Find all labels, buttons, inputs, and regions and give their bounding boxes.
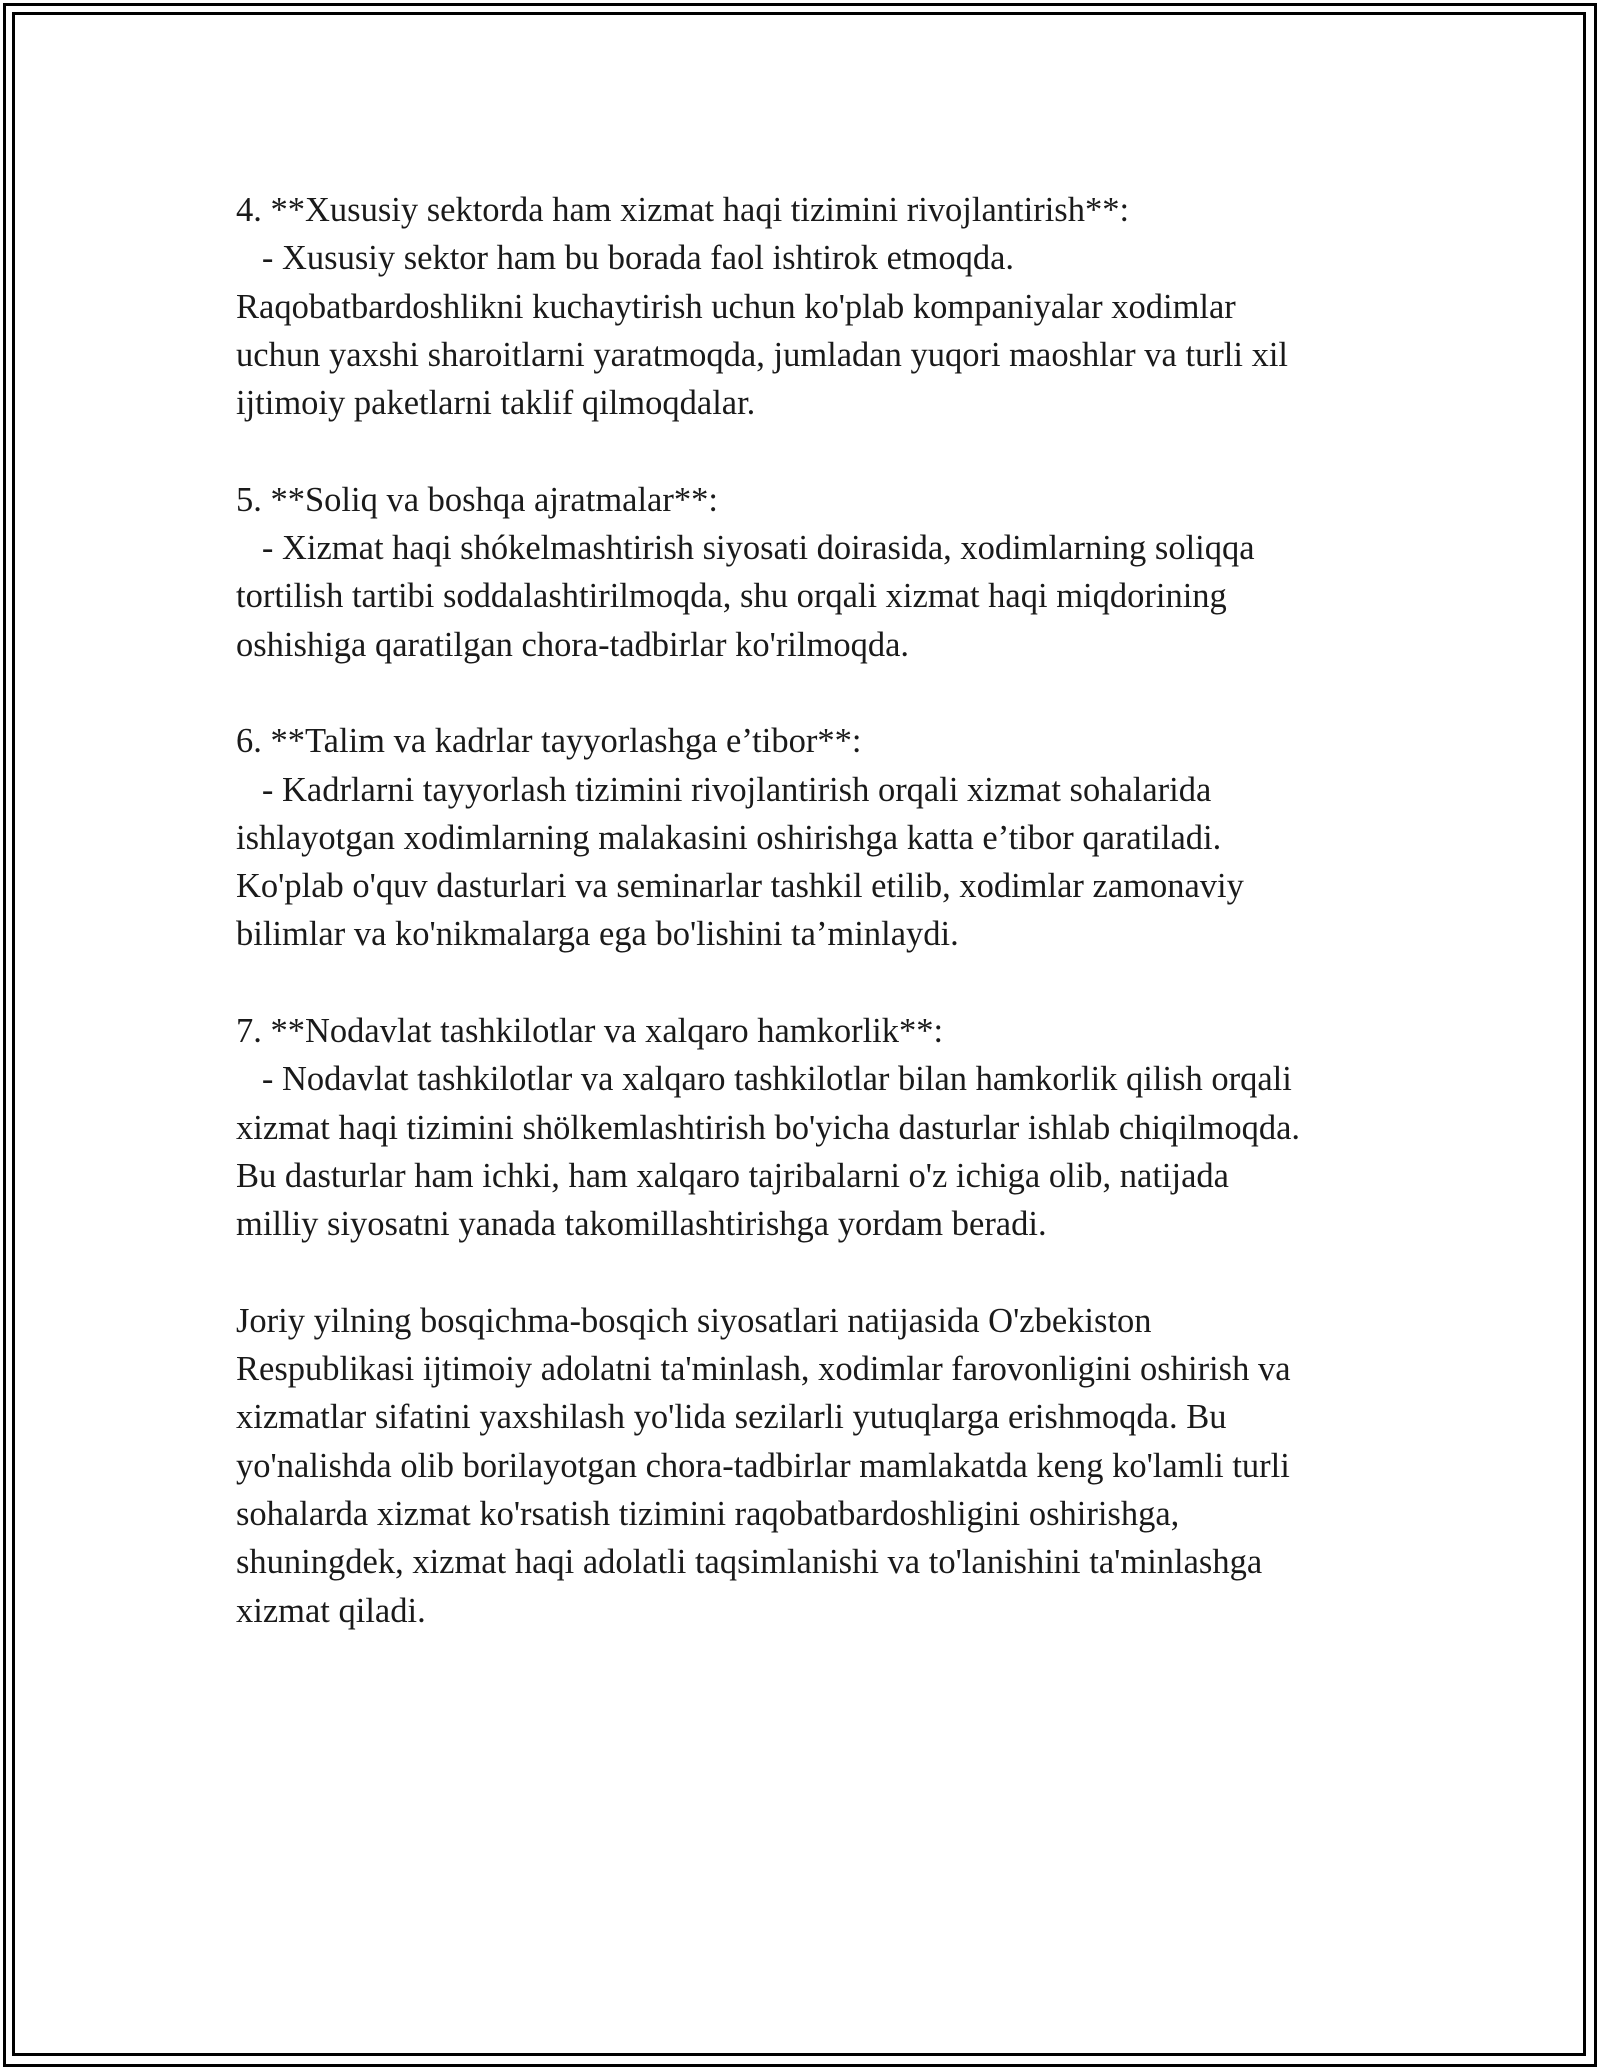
section-6-line: - Kadrlarni tayyorlash tizimini rivojlantirish orqali xizmat sohalarida bbox=[236, 770, 1212, 809]
section-4-line: - Xususiy sektor ham bu borada faol ishtirok etmoqda. bbox=[236, 239, 1015, 278]
section-6-line: ishlayotgan xodimlarning malakasini oshirishga katta e’tibor qaratiladi. bbox=[236, 818, 1222, 857]
section-5-line: oshishiga qaratilgan chora-tadbirlar ko'rilmoqda. bbox=[236, 625, 910, 664]
section-6 bbox=[236, 717, 1376, 958]
section-4-line: Raqobatbardoshlikni kuchaytirish uchun ko'plab kompaniyalar xodimlar bbox=[236, 287, 1236, 326]
conclusion-line: sohalarda xizmat ko'rsatish tizimini raqobatbardoshligini oshirishga, bbox=[236, 1495, 1180, 1534]
conclusion-line: shuningdek, xizmat haqi adolatli taqsimlanishi va to'lanishini ta'minlashga bbox=[236, 1543, 1263, 1582]
section-4 bbox=[236, 186, 1376, 427]
section-6-heading: 6. **Talim va kadrlar tayyorlashga e’tibor**: bbox=[236, 722, 862, 761]
section-5-line: - Xizmat haqi shókelmashtirish siyosati doirasida, xodimlarning soliqqa bbox=[236, 529, 1255, 568]
section-6-line: bilimlar va ko'nikmalarga ega bo'lishini ta’minlaydi. bbox=[236, 915, 959, 954]
section-7-line: milliy siyosatni yanada takomillashtirishga yordam beradi. bbox=[236, 1205, 1047, 1244]
section-7-line: - Nodavlat tashkilotlar va xalqaro tashkilotlar bilan hamkorlik qilish orqali bbox=[236, 1060, 1292, 1099]
paragraph-spacer bbox=[236, 959, 1376, 1007]
conclusion-line: Joriy yilning bosqichma-bosqich siyosatlari natijasida O'zbekiston bbox=[236, 1301, 1152, 1340]
section-7-line: xizmat haqi tizimini shölkemlashtirish bo'yicha dasturlar ishlab chiqilmoqda. bbox=[236, 1108, 1301, 1147]
section-7-heading: 7. **Nodavlat tashkilotlar va xalqaro hamkorlik**: bbox=[236, 1012, 944, 1051]
conclusion-paragraph bbox=[236, 1297, 1376, 1635]
section-7-line: Bu dasturlar ham ichki, ham xalqaro tajribalarni o'z ichiga olib, natijada bbox=[236, 1156, 1229, 1195]
section-4-line: uchun yaxshi sharoitlarni yaratmoqda, jumladan yuqori maoshlar va turli xil bbox=[236, 335, 1288, 374]
document-body bbox=[236, 186, 1376, 1635]
paragraph-spacer bbox=[236, 1249, 1376, 1297]
conclusion-line: yo'nalishda olib borilayotgan chora-tadbirlar mamlakatda keng ko'lamli turli bbox=[236, 1446, 1290, 1485]
conclusion-line: xizmatlar sifatini yaxshilash yo'lida sezilarli yutuqlarga erishmoqda. Bu bbox=[236, 1398, 1227, 1437]
section-5 bbox=[236, 476, 1376, 669]
conclusion-line: Respublikasi ijtimoiy adolatni ta'minlash, xodimlar farovonligini oshirish va bbox=[236, 1350, 1291, 1389]
section-7 bbox=[236, 1007, 1376, 1248]
paragraph-spacer bbox=[236, 669, 1376, 717]
paragraph-spacer bbox=[236, 427, 1376, 475]
section-5-line: tortilish tartibi soddalashtirilmoqda, shu orqali xizmat haqi miqdorining bbox=[236, 577, 1227, 616]
section-6-line: Ko'plab o'quv dasturlari va seminarlar tashkil etilib, xodimlar zamonaviy bbox=[236, 867, 1244, 906]
section-5-heading: 5. **Soliq va boshqa ajratmalar**: bbox=[236, 480, 718, 519]
conclusion-line: xizmat qiladi. bbox=[236, 1591, 426, 1630]
section-4-line: ijtimoiy paketlarni taklif qilmoqdalar. bbox=[236, 384, 756, 423]
section-4-heading: 4. **Xususiy sektorda ham xizmat haqi tizimini rivojlantirish**: bbox=[236, 191, 1130, 229]
